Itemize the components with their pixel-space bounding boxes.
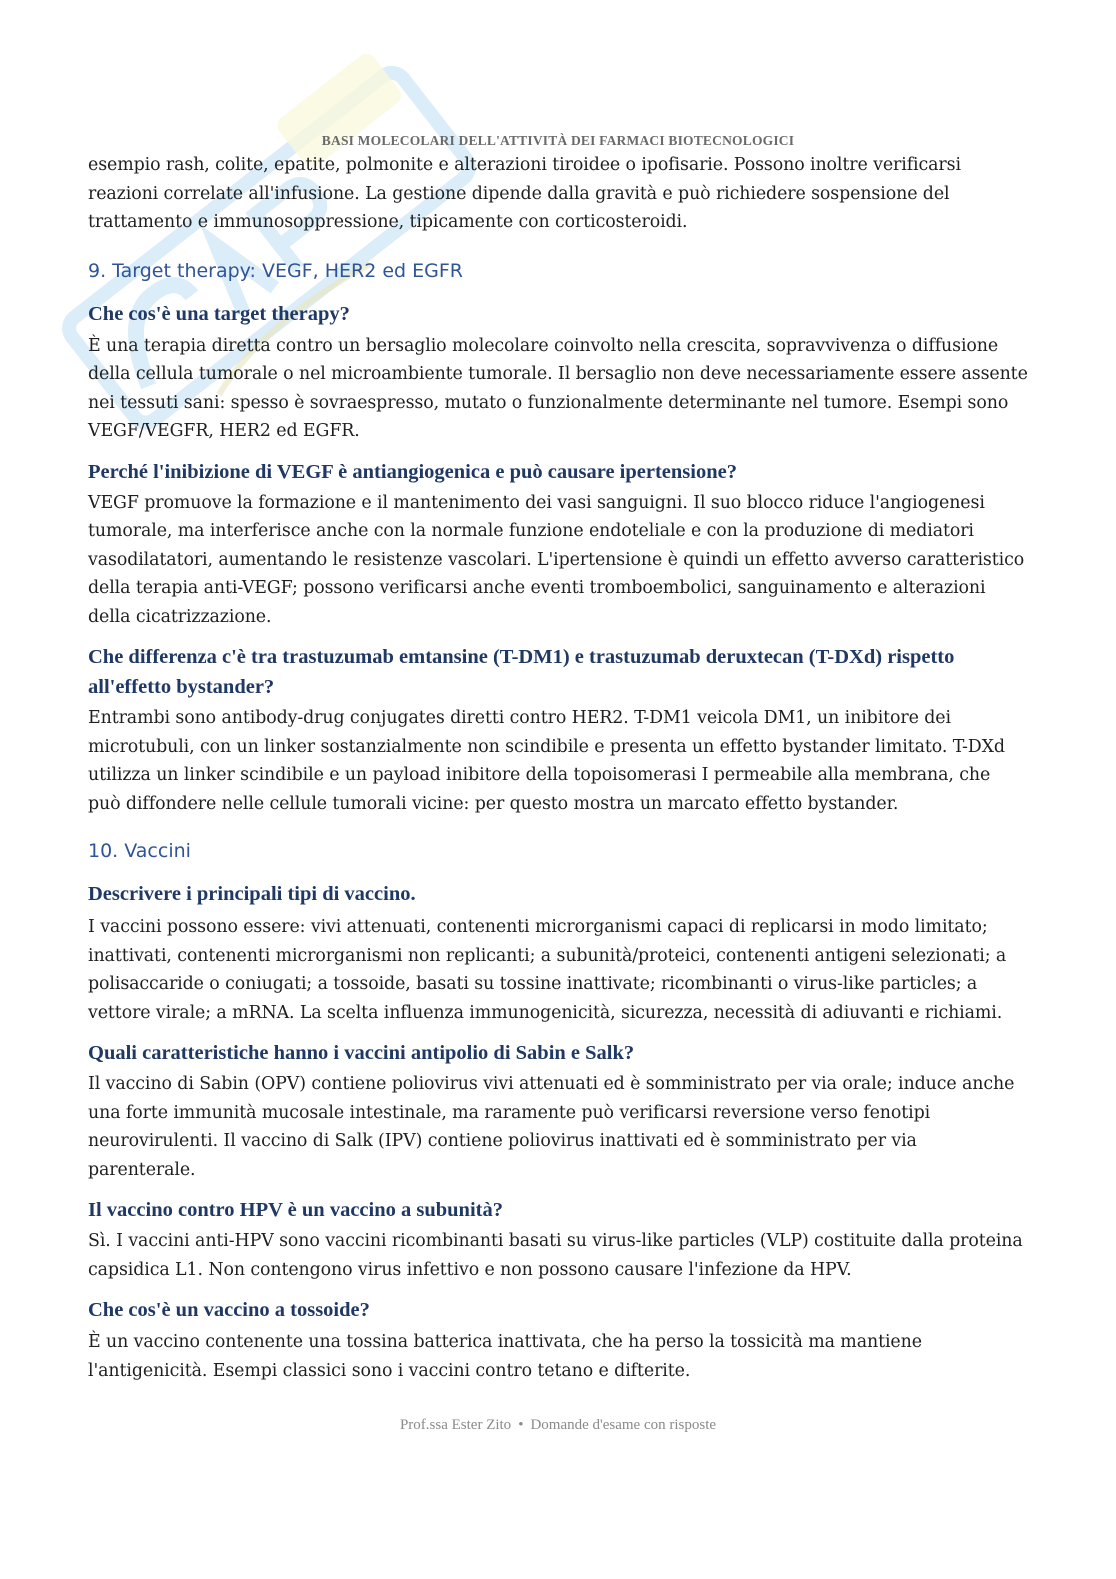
question-heading: Che cos'è una target therapy? <box>88 302 350 325</box>
section-title: 9. Target therapy: VEGF, HER2 ed EGFR <box>88 259 463 282</box>
answer-paragraph: VEGF promuove la formazione e il mantenimento dei vasi sanguigni. Il suo blocco riduce l'angiogenesi tumorale, ma interferisce anche con la normale funzione endoteliale e con la produzione di mediatori vasodilatatori, aumentando le resistenze vascolari. L'ipertensione è quindi un effetto avverso caratteristico della terapia anti-VEGF; possono verificarsi anche eventi tromboembolici, sanguinamento e alterazioni della cicatrizzazione. <box>88 492 1025 627</box>
answer-paragraph: Sì. I vaccini anti-HPV sono vaccini ricombinanti basati su virus-like particles (VLP) costituite dalla proteina capsidica L1. Non contengono virus infettivo e non possono causare l'infezione da HPV. <box>88 1231 1023 1280</box>
answer-paragraph: È un vaccino contenente una tossina batterica inattivata, che ha perso la tossicità ma mantiene l'antigenicità. Esempi classici sono i vaccini contro tetano e difterite. <box>88 1332 922 1381</box>
intro-paragraph: esempio rash, colite, epatite, polmonite e alterazioni tiroidee o ipofisarie. Possono inoltre verificarsi reazioni correlate all'infusione. La gestione dipende dalla gravità e può richiedere sospensione del trattamento e immunosoppressione, tipicamente con corticosteroidi. <box>88 155 961 232</box>
page-content <box>88 151 1028 1385</box>
question-heading: Che cos'è un vaccino a tossoide? <box>88 1299 370 1321</box>
question-heading: Perché l'inibizione di VEGF è antiangiogenica e può causare ipertensione? <box>88 460 737 483</box>
footer-separator: • <box>518 1417 524 1433</box>
question-heading: Descrivere i principali tipi di vaccino. <box>88 883 416 905</box>
answer-paragraph: Il vaccino di Sabin (OPV) contiene poliovirus vivi attenuati ed è somministrato per via orale; induce anche una forte immunità mucosale intestinale, ma raramente può verificarsi reversione verso fenotipi neurovirulenti. Il vaccino di Salk (IPV) contiene poliovirus inattivati ed è somministrato per via parenterale. <box>88 1074 1015 1180</box>
question-heading: Quali caratteristiche hanno i vaccini antipolio di Sabin e Salk? <box>88 1042 635 1064</box>
question-heading: Il vaccino contro HPV è un vaccino a subunità? <box>88 1199 503 1221</box>
question-heading: Che differenza c'è tra trastuzumab emtansine (T-DM1) e trastuzumab deruxtecan (T-DXd) rispetto all'effetto bystander? <box>88 646 955 698</box>
running-header: BASI MOLECOLARI DELL'ATTIVITÀ DEI FARMACI BIOTECNOLOGICI <box>321 133 795 148</box>
answer-paragraph: È una terapia diretta contro un bersaglio molecolare coinvolto nella crescita, sopravvivenza o diffusione della cellula tumorale o nel microambiente tumorale. Il bersaglio non deve necessariamente essere assente nei tessuti sani: spesso è sovraespresso, mutato o funzionalmente determinante nel tumore. Esempi sono VEGF/VEGFR, HER2 ed EGFR. <box>88 335 1028 441</box>
section-title: 10. Vaccini <box>88 840 191 862</box>
answer-paragraph: I vaccini possono essere: vivi attenuati, contenenti microrganismi capaci di replicarsi in modo limitato; inattivati, contenenti microrganismi non replicanti; a subunità/proteici, contenenti antigeni selezionati; a polisaccaride o coniugati; a tossoide, basati su tossine inattivate; ricombinanti o virus-like particles; a vettore virale; a mRNA. La scelta influenza immunogenicità, sicurezza, necessità di adiuvanti e richiami. <box>88 917 1007 1023</box>
page-footer <box>0 1417 1116 1434</box>
footer-author: Prof.ssa Ester Zito <box>399 1417 512 1433</box>
footer-subtitle: Domande d'esame con risposte <box>530 1417 717 1433</box>
answer-paragraph: Entrambi sono antibody-drug conjugates diretti contro HER2. T-DM1 veicola DM1, un inibitore dei microtubuli, con un linker sostanzialmente non scindibile e presenta un effetto bystander limitato. T-DXd utilizza un linker scindibile e un payload inibitore della topoisomerasi I permeabile alla membrana, che può diffondere nelle cellule tumorali vicine: per questo mostra un marcato effetto bystander. <box>88 708 1005 814</box>
